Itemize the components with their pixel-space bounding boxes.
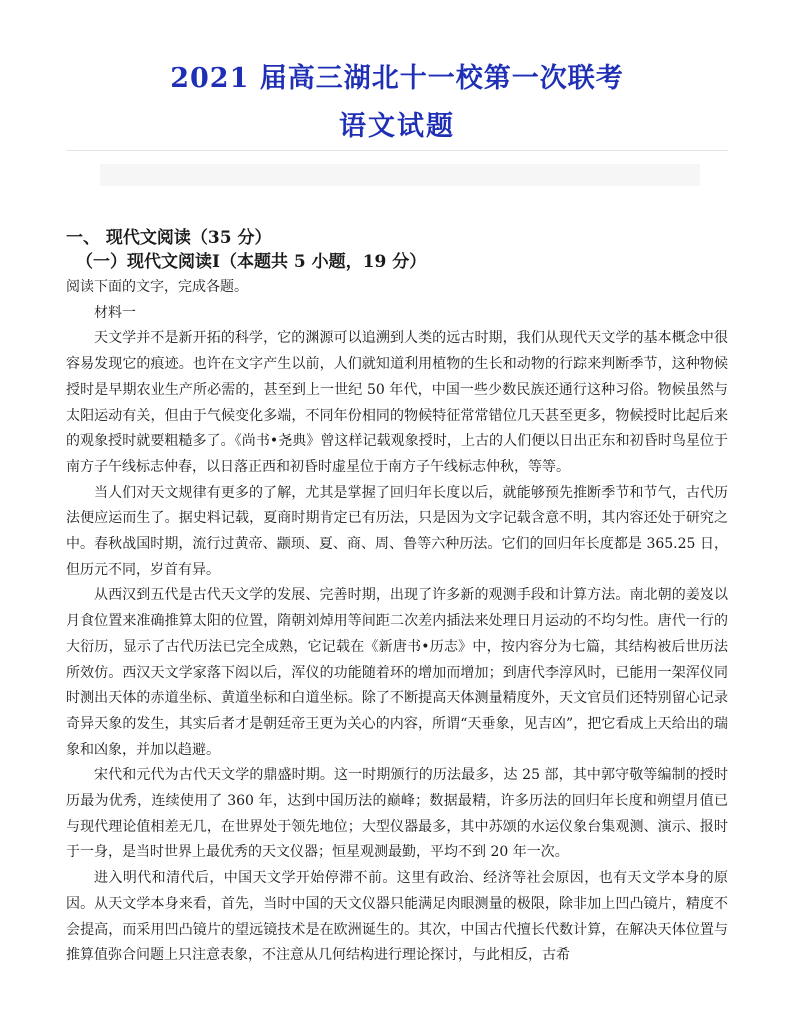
paragraph: 宋代和元代为古代天文学的鼎盛时期。这一时期颁行的历法最多，达 25 部，其中郭守敬等编制的授时历最为优秀，连续使用了 360 年，达到中国历法的巅峰；数据最精，许多历法的回归年长度和朔望月值已与现代理论值相差无几，在世界处于领先地位；大型仪器最多，其中苏颂的水运仪象台集观测、演示、报时于一身，是当时世界上最优秀的天文仪器；恒星观测最勤，平均不到 20 年一次。	[66, 767, 728, 861]
material-label: 材料一	[94, 304, 136, 321]
section-subheading: （一）现代文阅读Ⅰ（本题共 5 小题，19 分）	[76, 252, 427, 272]
paragraph: 天文学并不是新开拓的科学，它的渊源可以追溯到人类的远古时期，我们从现代天文学的基本概念中很容易发现它的痕迹。也许在文字产生以前，人们就知道利用植物的生长和动物的行踪来判断季节，这种物候授时是早期农业生产所必需的，甚至到上一世纪 50 年代，中国一些少数民族还通行这种习俗。物候虽然与太阳运动有关，但由于气候变化多端，不同年份相同的物候特征常常错位几天甚至更多，物候授时比起后来的观象授时就要粗糙多了。《尚书•尧典》曾这样记载观象授时，上古的人们便以日出正东和初昏时鸟星位于南方子午线标志仲春，以日落正西和初昏时虚星位于南方子午线标志仲秋，等等。	[66, 330, 728, 475]
section-heading: 一、 现代文阅读（35 分）	[66, 228, 272, 248]
paragraph: 当人们对天文规律有更多的了解，尤其是掌握了回归年长度以后，就能够预先推断季节和节气，古代历法便应运而生了。据史料记载，夏商时期肯定已有历法，只是因为文字记载含意不明，其内容还处于研究之中。春秋战国时期，流行过黄帝、颛顼、夏、商、周、鲁等六种历法。它们的回归年长度都是 365.25 日，但历元不同，岁首有异。	[66, 484, 728, 578]
reading-passage	[66, 275, 728, 969]
paragraph: 从西汉到五代是古代天文学的发展、完善时期，出现了许多新的观测手段和计算方法。南北朝的姜岌以月食位置来准确推算太阳的位置，隋朝刘焯用等间距二次差内插法来处理日月运动的不均匀性。唐代一行的大衍历，显示了古代历法已完全成熟，它记载在《新唐书•历志》中，按内容分为七篇，其结构被后世历法所效仿。西汉天文学家落下闳以后，浑仪的功能随着环的增加而增加；到唐代李淳风时，已能用一架浑仪同时测出天体的赤道坐标、黄道坐标和白道坐标。除了不断提高天体测量精度外，天文官员们还特别留心记录奇异天象的发生，其实后者才是朝廷帝王更为关心的内容，所谓“天垂象，见吉凶”，把它看成上天给出的瑞象和凶象，并加以趋避。	[66, 587, 728, 758]
exam-title: 2021 届高三湖北十一校第一次联考	[170, 63, 624, 94]
paragraph: 进入明代和清代后，中国天文学开始停滞不前。这里有政治、经济等社会原因，也有天文学本身的原因。从天文学本身来看，首先，当时中国的天文仪器只能满足肉眼测量的极限，除非加上凹凸镜片，精度不会提高，而采用凹凸镜片的望远镜技术是在欧洲诞生的。其次，中国古代擅长代数计算，在解决天体位置与推算值弥合问题上只注意表象，不注意从几何结构进行理论探讨，与此相反，古希	[66, 870, 728, 964]
exam-subtitle: 语文试题	[339, 111, 455, 142]
header-divider	[66, 150, 728, 151]
faint-watermark-band	[100, 164, 700, 186]
instruction-text: 阅读下面的文字，完成各题。	[66, 279, 248, 295]
